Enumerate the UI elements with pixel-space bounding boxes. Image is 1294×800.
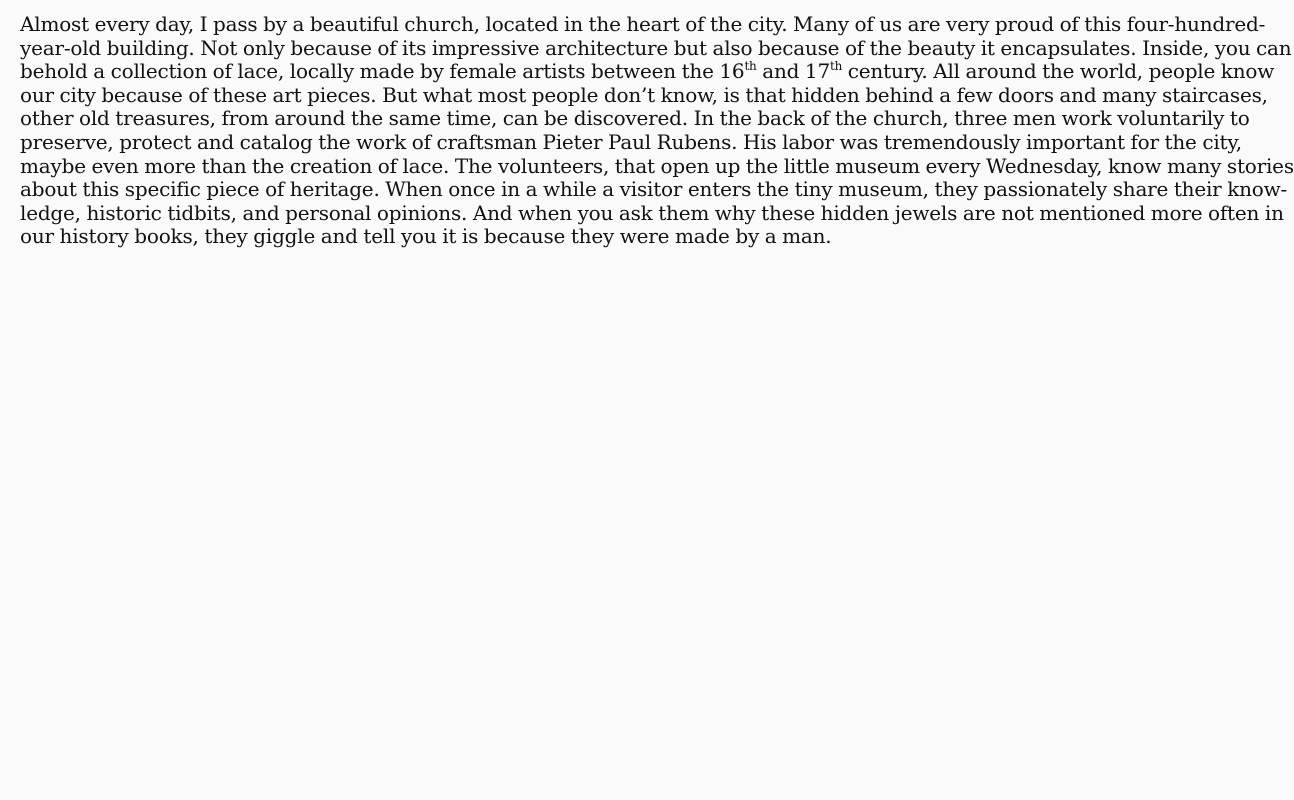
paragraph-line: maybe even more than the creation of lace. The volunteers, that open up the little museum every Wednesday, know many stories: [20, 153, 1294, 178]
paragraph-line: preserve, protect and catalog the work of craftsman Pieter Paul Rubens. His labor was tremendously important for the city,: [20, 129, 1242, 154]
paragraph-line: about this specific piece of heritage. When once in a while a visitor enters the tiny museum, they passionately share their know-: [20, 177, 1288, 202]
paragraph-line: year-old building. Not only because of its impressive architecture but also because of the beauty it encapsulates. Inside, you can: [20, 35, 1292, 60]
paragraph-line: ledge, historic tidbits, and personal opinions. And when you ask them why these hidden jewels are not mentioned more often in: [20, 200, 1284, 225]
paragraph-line: our history books, they giggle and tell you it is because they were made by a man.: [20, 224, 832, 249]
line-text: behold a collection of lace, locally made by female artists between the 16: [20, 59, 745, 84]
paragraph-line: [20, 59, 1275, 84]
paragraph-line: our city because of these art pieces. But what most people don’t know, is that hidden behind a few doors and many staircases,: [20, 82, 1268, 107]
body-paragraph: [20, 12, 1294, 249]
ordinal-suffix: th: [744, 59, 757, 74]
paragraph-line: Almost every day, I pass by a beautiful church, located in the heart of the city. Many of us are very proud of this four-hundred-: [20, 12, 1266, 36]
paragraph-line: other old treasures, from around the same time, can be discovered. In the back of the church, three men work voluntarily to: [20, 106, 1250, 131]
line-text: century. All around the world, people know: [842, 59, 1275, 84]
line-text: and 17: [756, 59, 830, 84]
ordinal-suffix: th: [829, 59, 843, 74]
